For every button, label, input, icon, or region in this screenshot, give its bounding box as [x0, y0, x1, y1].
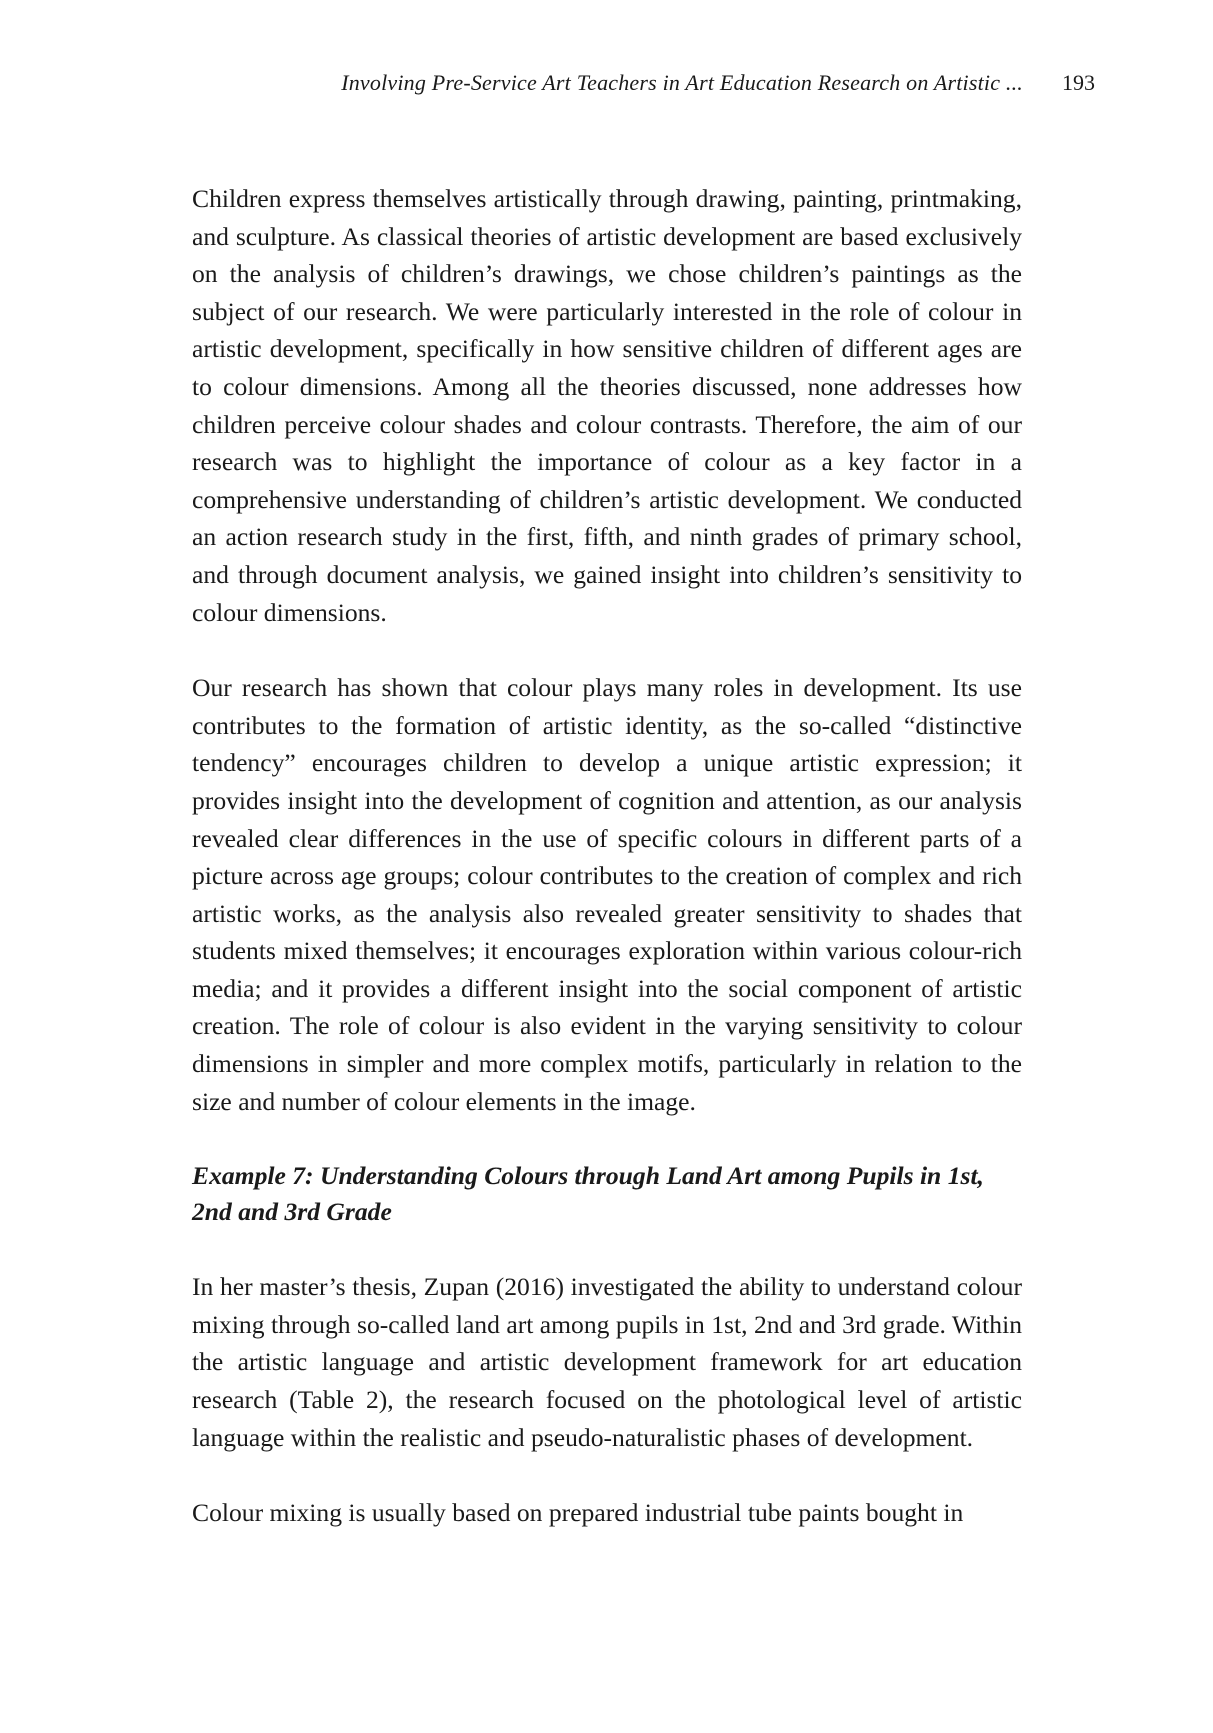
- running-header: [0, 70, 1213, 110]
- paragraph-children-paintings: Children express themselves artistically through drawing, painting, printmaking, and sculpture. As classical theories of artistic development are based exclusively on the analysis of children’s drawings, we chose children’s paintings as the subject of our research. We were particularly interested in the role of colour in artistic development, specifically in how sensitive children of different ages are to colour dimensions. Among all the theories discussed, none addresses how children perceive colour shades and colour contrasts. Therefore, the aim of our research was to highlight the importance of colour as a key factor in a comprehensive understanding of children’s artistic development. We conducted an action research study in the first, fifth, and ninth grades of primary school, and through document analysis, we gained insight into children’s sensitivity to colour dimensions.: [192, 184, 1022, 627]
- section-heading-example-7: Example 7: Understanding Colours through Land Art among Pupils in 1st, 2nd and 3rd Grade: [192, 1161, 984, 1227]
- paragraph-colour-mixing: Colour mixing is usually based on prepared industrial tube paints bought in: [192, 1498, 964, 1528]
- body-text: [192, 180, 1022, 1532]
- paragraph-zupan-thesis: In her master’s thesis, Zupan (2016) investigated the ability to understand colour mixing through so-called land art among pupils in 1st, 2nd and 3rd grade. Within the artistic language and artistic development framework for art education research (Table 2), the research focused on the photological level of artistic language within the realistic and pseudo-naturalistic phases of development.: [192, 1272, 1022, 1452]
- paragraph-colour-roles: Our research has shown that colour plays many roles in development. Its use contributes to the formation of artistic identity, as the so-called “distinctive tendency” encourages children to develop a unique artistic expression; it provides insight into the development of cognition and attention, as our analysis revealed clear differences in the use of specific colours in different parts of a picture across age groups; colour contributes to the creation of complex and rich artistic works, as the analysis also revealed greater sensitivity to shades that students mixed themselves; it encourages exploration within various colour-rich media; and it provides a different insight into the social component of artistic creation. The role of colour is also evident in the varying sensitivity to colour dimensions in simpler and more complex motifs, particularly in relation to the size and number of colour elements in the image.: [192, 673, 1022, 1116]
- running-title: Involving Pre-Service Art Teachers in Art Education Research on Artistic ...: [341, 70, 1023, 95]
- page-number: 193: [1062, 70, 1095, 95]
